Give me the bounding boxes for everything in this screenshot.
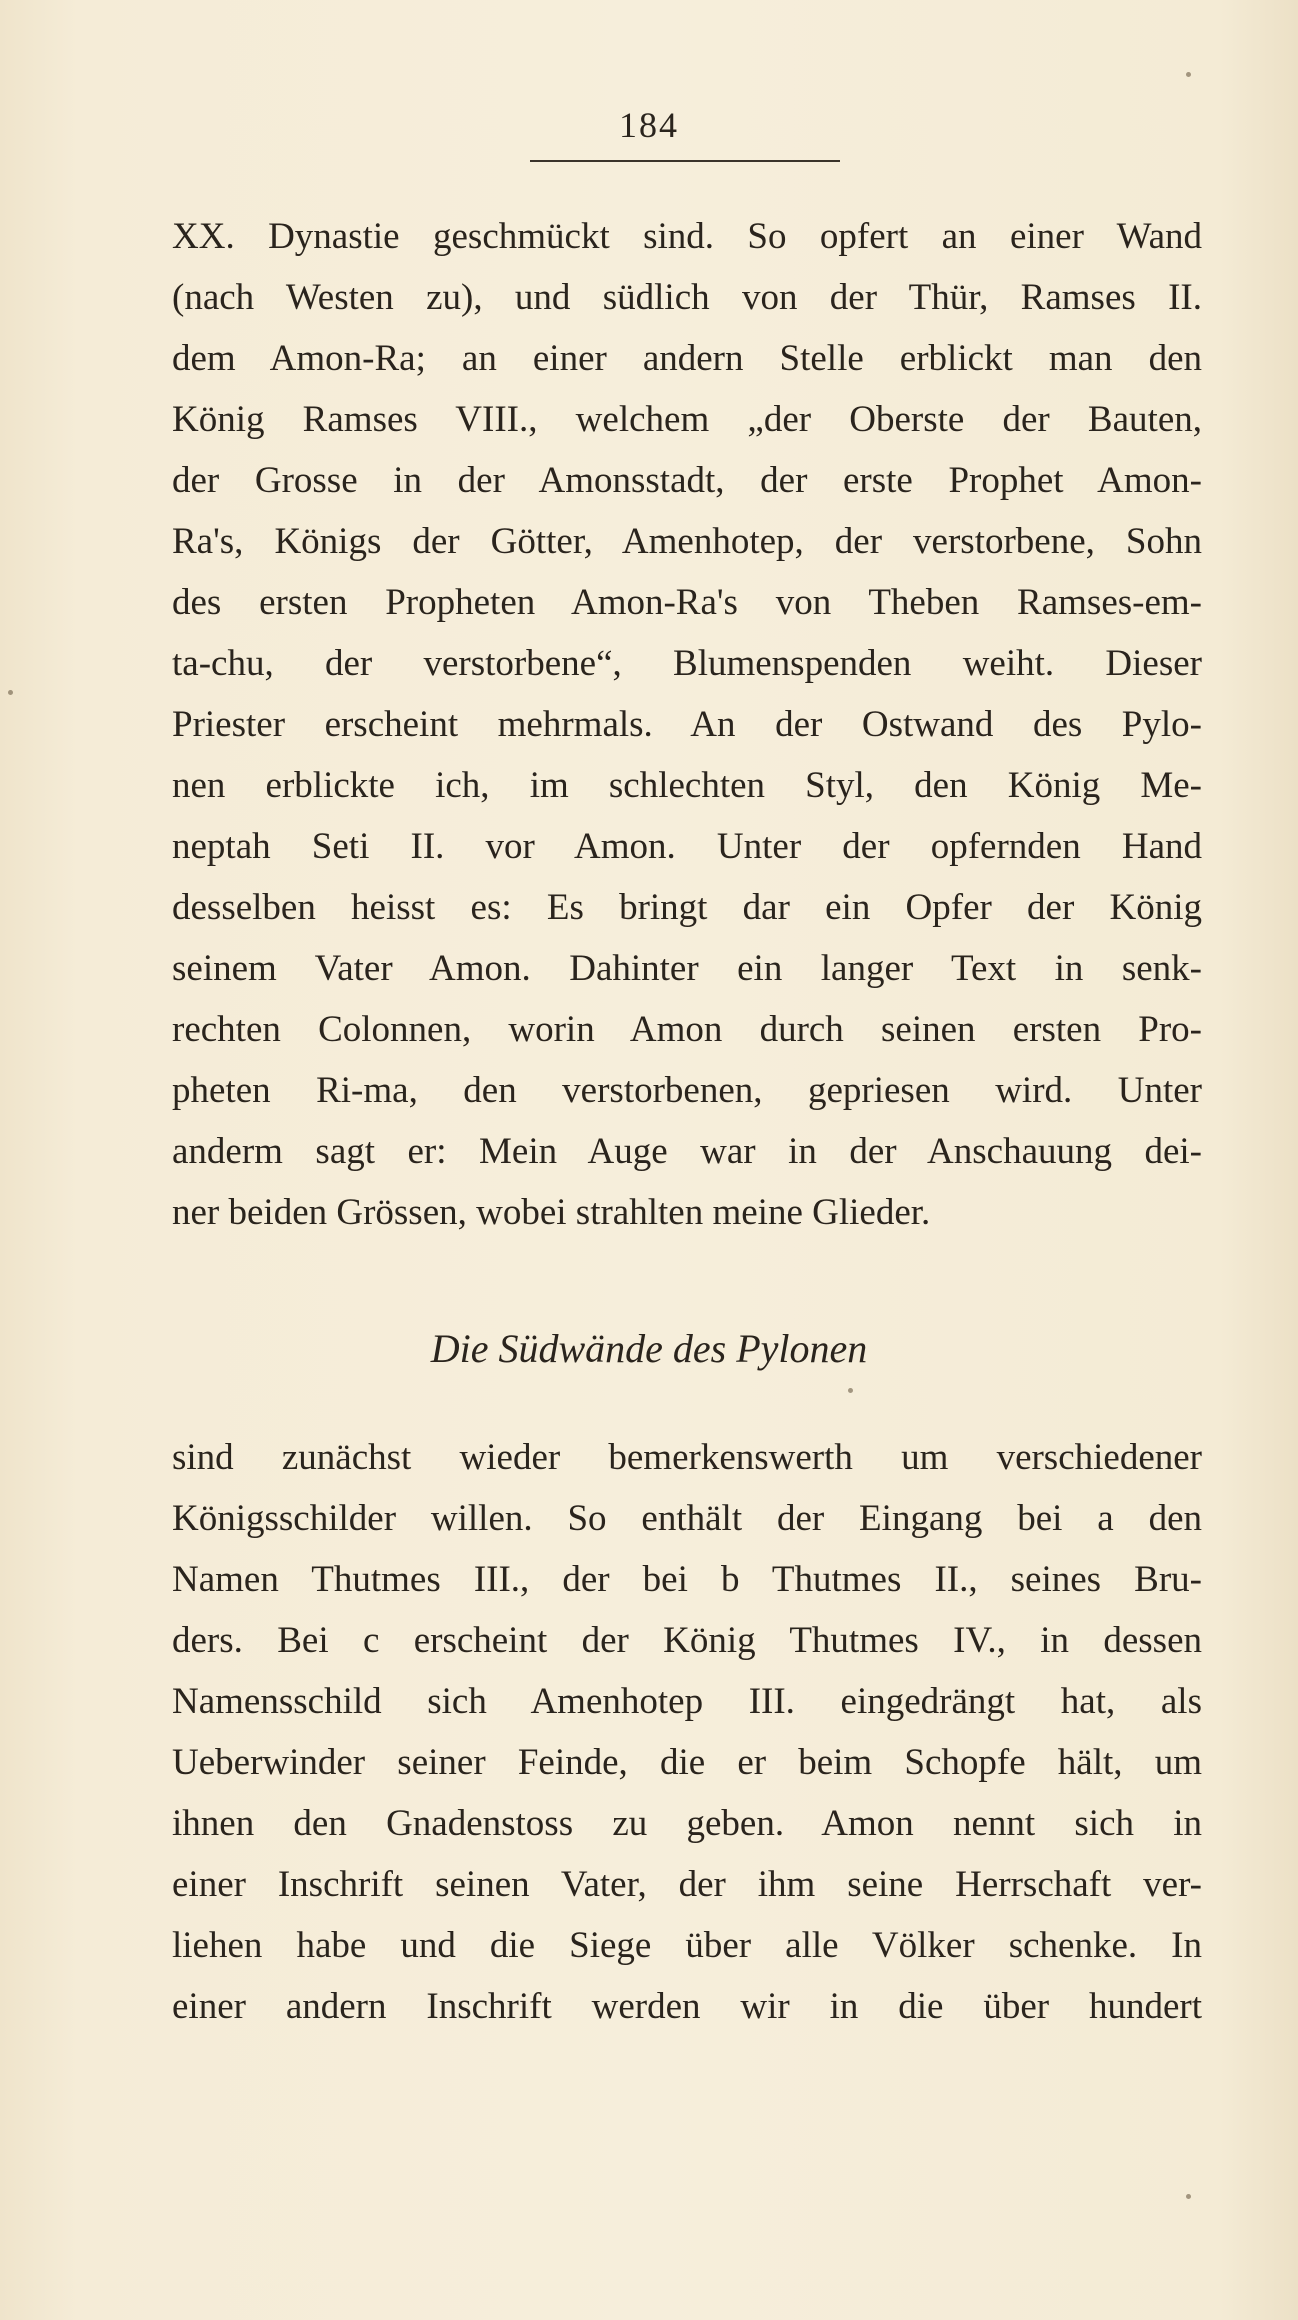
text-line: XX. Dynastie geschmückt sind. So opfert an einer Wand [172, 216, 1202, 257]
text-line: seinem Vater Amon. Dahinter ein langer Text in senk- [172, 948, 1202, 989]
page-number: 184 [619, 105, 679, 145]
text-line: ihnen den Gnadenstoss zu geben. Amon nennt sich in [172, 1803, 1202, 1844]
text-line: Namensschild sich Amenhotep III. eingedrängt hat, als [172, 1681, 1202, 1722]
text-line: Königsschilder willen. So enthält der Eingang bei a den [172, 1498, 1202, 1539]
text-line: einer andern Inschrift werden wir in die über hundert [172, 1986, 1202, 2027]
text-line: desselben heisst es: Es bringt dar ein Opfer der König [172, 887, 1202, 928]
print-speck [1186, 72, 1191, 77]
text-line: des ersten Propheten Amon-Ra's von Theben Ramses-em- [172, 582, 1202, 623]
section-heading: Die Südwände des Pylonen [430, 1326, 868, 1371]
text-line: Ra's, Königs der Götter, Amenhotep, der verstorbene, Sohn [172, 521, 1202, 562]
text-line: rechten Colonnen, worin Amon durch seinen ersten Pro- [172, 1009, 1202, 1050]
text-line: Priester erscheint mehrmals. An der Ostwand des Pylo- [172, 704, 1202, 745]
text-line: pheten Ri-ma, den verstorbenen, gepriesen wird. Unter [172, 1070, 1202, 1111]
print-speck [848, 1388, 853, 1393]
print-speck [8, 690, 13, 695]
text-line: nen erblickte ich, im schlechten Styl, den König Me- [172, 765, 1202, 806]
header-rule [530, 160, 840, 162]
text-line: ders. Bei c erscheint der König Thutmes IV., in dessen [172, 1620, 1202, 1661]
text-line: der Grosse in der Amonsstadt, der erste Prophet Amon- [172, 460, 1202, 501]
text-line: (nach Westen zu), und südlich von der Thür, Ramses II. [172, 277, 1202, 318]
print-speck [1186, 2194, 1191, 2199]
text-line: König Ramses VIII., welchem „der Oberste der Bauten, [172, 399, 1202, 440]
text-line: ta-chu, der verstorbene“, Blumenspenden weiht. Dieser [172, 643, 1202, 684]
text-line: Ueberwinder seiner Feinde, die er beim Schopfe hält, um [172, 1742, 1202, 1783]
text-line: einer Inschrift seinen Vater, der ihm seine Herrschaft ver- [172, 1864, 1202, 1905]
paragraph-2 [172, 1427, 1202, 2037]
text-line: anderm sagt er: Mein Auge war in der Anschauung dei- [172, 1131, 1202, 1172]
text-line: sind zunächst wieder bemerkenswerth um verschiedener [172, 1437, 1202, 1478]
text-line: ner beiden Grössen, wobei strahlten meine Glieder. [172, 1192, 931, 1233]
text-line: Namen Thutmes III., der bei b Thutmes II., seines Bru- [172, 1559, 1202, 1600]
text-line: dem Amon-Ra; an einer andern Stelle erblickt man den [172, 338, 1202, 379]
paragraph-1 [172, 206, 1202, 1243]
text-line: neptah Seti II. vor Amon. Unter der opfernden Hand [172, 826, 1202, 867]
text-line: liehen habe und die Siege über alle Völker schenke. In [172, 1925, 1202, 1966]
